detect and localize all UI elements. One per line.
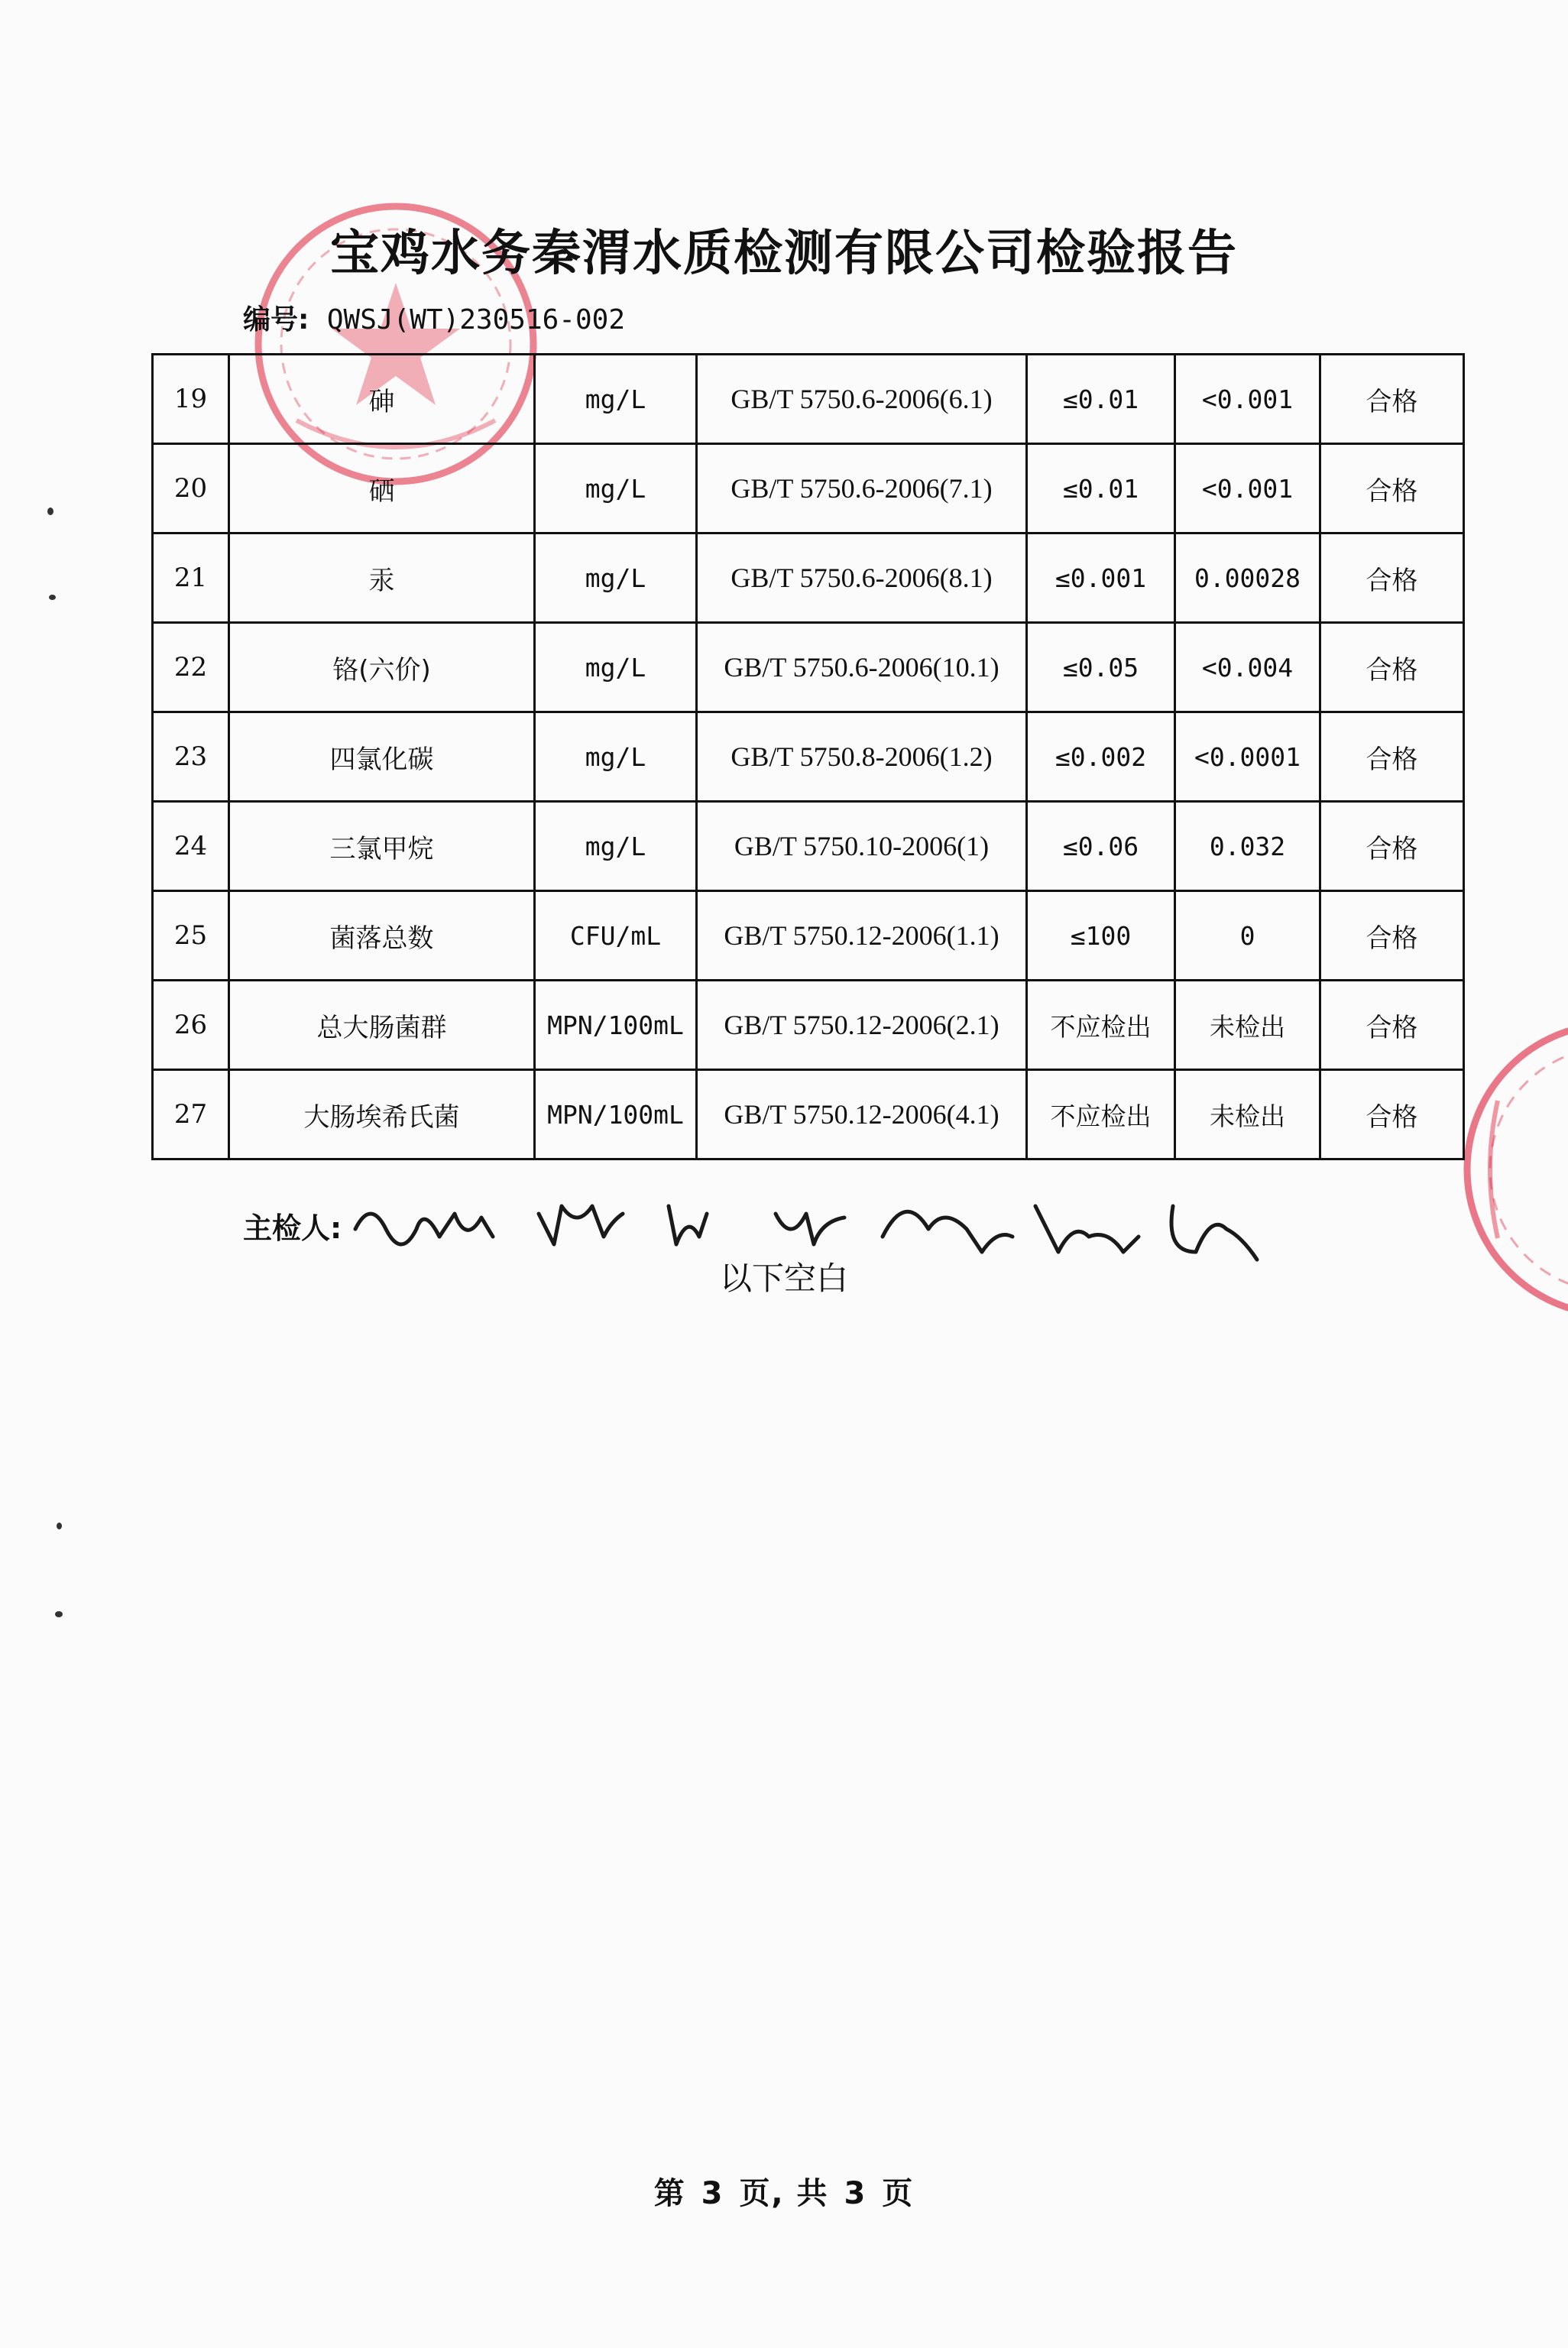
test-item-cell: 大肠埃希氏菌 [229,1070,535,1159]
test-method-cell: GB/T 5750.6-2006(8.1) [697,533,1027,623]
inspectors-label: 主检人: [243,1211,342,1245]
test-method-cell: GB/T 5750.6-2006(6.1) [697,355,1027,444]
table-row [153,891,1464,981]
test-method-cell: GB/T 5750.12-2006(2.1) [697,981,1027,1070]
test-item-cell: 铬(六价) [229,623,535,712]
test-method-cell: GB/T 5750.12-2006(4.1) [697,1070,1027,1159]
table-row [153,533,1464,623]
scan-speck [57,1523,62,1529]
measured-result-cell: 未检出 [1175,1070,1320,1159]
limit-value-cell: ≤0.05 [1027,623,1175,712]
unit-cell: mg/L [535,623,697,712]
limit-value-cell: ≤0.01 [1027,444,1175,533]
verdict-cell: 合格 [1320,981,1464,1070]
table-row [153,623,1464,712]
scan-speck [55,1611,63,1617]
page-current: 3 [701,2176,724,2211]
page-footer [0,2169,1568,2213]
verdict-cell: 合格 [1320,623,1464,712]
test-item-cell: 砷 [229,355,535,444]
test-item-cell: 四氯化碳 [229,712,535,802]
results-table [151,353,1465,1160]
serial-value: QWSJ(WT)230516-002 [326,304,625,336]
limit-value-cell: ≤0.06 [1027,802,1175,891]
measured-result-cell: 未检出 [1175,981,1320,1070]
measured-result-cell: <0.001 [1175,444,1320,533]
row-number-cell: 20 [153,444,229,533]
unit-cell: mg/L [535,802,697,891]
scan-speck [49,595,56,600]
test-method-cell: GB/T 5750.12-2006(1.1) [697,891,1027,981]
row-number-cell: 24 [153,802,229,891]
unit-cell: MPN/100mL [535,981,697,1070]
limit-value-cell: ≤0.01 [1027,355,1175,444]
limit-value-cell: ≤0.001 [1027,533,1175,623]
row-number-cell: 27 [153,1070,229,1159]
table-row [153,1070,1464,1159]
measured-result-cell: 0.032 [1175,802,1320,891]
measured-result-cell: <0.004 [1175,623,1320,712]
row-number-cell: 23 [153,712,229,802]
unit-cell: mg/L [535,444,697,533]
table-row [153,981,1464,1070]
row-number-cell: 19 [153,355,229,444]
measured-result-cell: <0.001 [1175,355,1320,444]
page-prefix: 第 [653,2176,686,2211]
verdict-cell: 合格 [1320,891,1464,981]
page-mid: 页, 共 [739,2176,829,2211]
page-suffix: 页 [882,2176,915,2211]
report-title: 宝鸡水务秦渭水质检测有限公司检验报告 [330,225,1238,282]
test-item-cell: 总大肠菌群 [229,981,535,1070]
row-number-cell: 25 [153,891,229,981]
test-item-cell: 硒 [229,444,535,533]
test-item-cell: 汞 [229,533,535,623]
measured-result-cell: 0.00028 [1175,533,1320,623]
table-row [153,444,1464,533]
verdict-cell: 合格 [1320,712,1464,802]
verdict-cell: 合格 [1320,444,1464,533]
measured-result-cell: 0 [1175,891,1320,981]
limit-value-cell: ≤0.002 [1027,712,1175,802]
table-row [153,355,1464,444]
row-number-cell: 22 [153,623,229,712]
table-row [153,712,1464,802]
blank-below-note: 以下空白 [719,1260,848,1297]
report-serial [243,298,625,337]
test-method-cell: GB/T 5750.6-2006(7.1) [697,444,1027,533]
unit-cell: mg/L [535,533,697,623]
serial-label: 编号: [243,304,309,336]
measured-result-cell: <0.0001 [1175,712,1320,802]
row-number-cell: 21 [153,533,229,623]
limit-value-cell: 不应检出 [1027,981,1175,1070]
test-item-cell: 三氯甲烷 [229,802,535,891]
unit-cell: mg/L [535,355,697,444]
test-method-cell: GB/T 5750.10-2006(1) [697,802,1027,891]
verdict-cell: 合格 [1320,1070,1464,1159]
test-method-cell: GB/T 5750.6-2006(10.1) [697,623,1027,712]
table-row [153,802,1464,891]
test-item-cell: 菌落总数 [229,891,535,981]
limit-value-cell: 不应检出 [1027,1070,1175,1159]
row-number-cell: 26 [153,981,229,1070]
verdict-cell: 合格 [1320,355,1464,444]
verdict-cell: 合格 [1320,802,1464,891]
page-total: 3 [844,2176,867,2211]
test-method-cell: GB/T 5750.8-2006(1.2) [697,712,1027,802]
verdict-cell: 合格 [1320,533,1464,623]
unit-cell: CFU/mL [535,891,697,981]
unit-cell: MPN/100mL [535,1070,697,1159]
unit-cell: mg/L [535,712,697,802]
scan-speck [47,508,53,515]
limit-value-cell: ≤100 [1027,891,1175,981]
